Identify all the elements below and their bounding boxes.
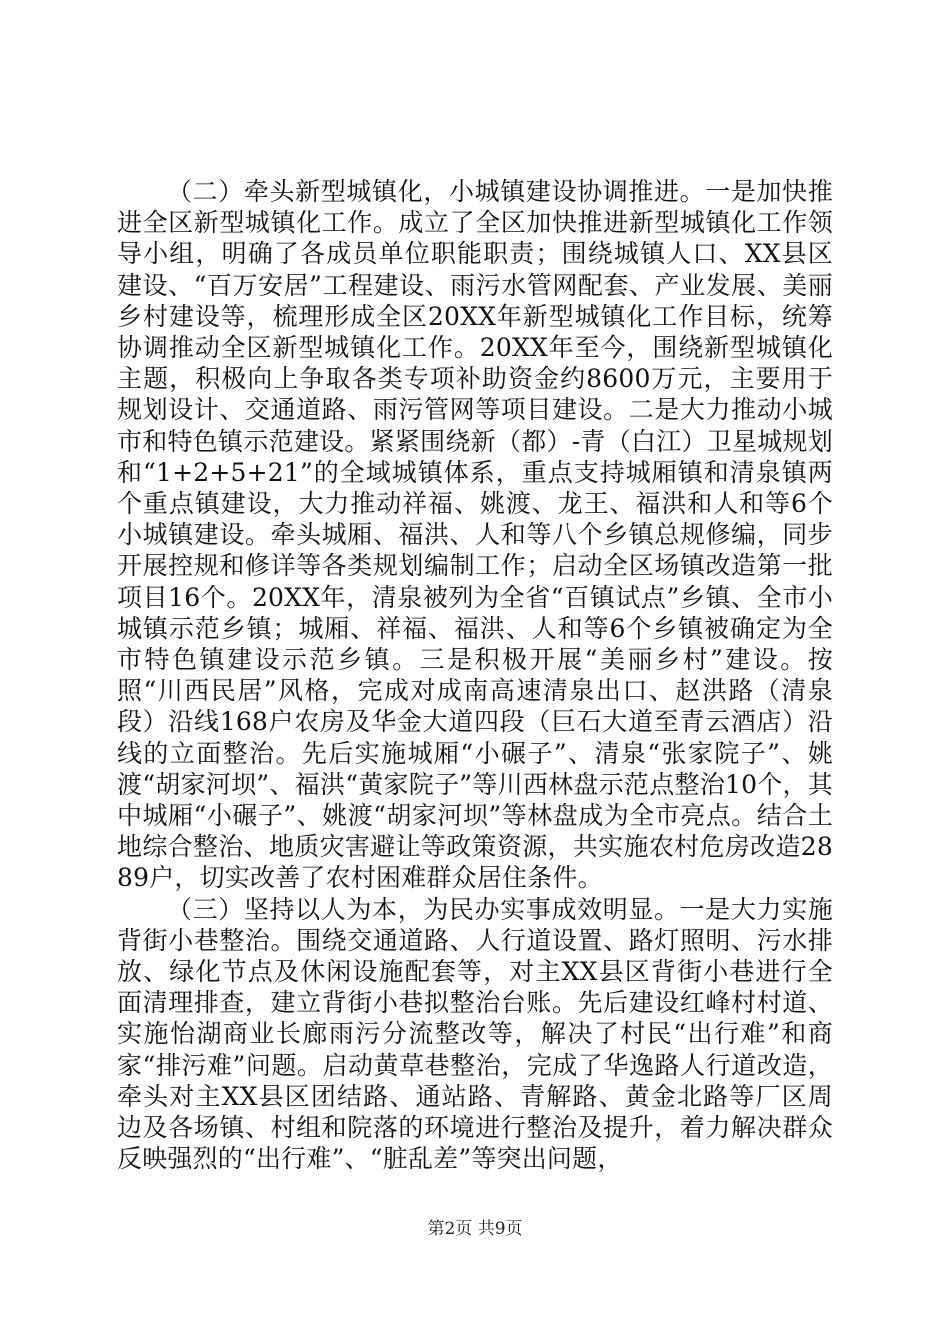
document-body bbox=[117, 176, 833, 1175]
paragraph-urbanization: （二）牵头新型城镇化，小城镇建设协调推进。一是加快推进全区新型城镇化工作。成立了全区加快推进新型城镇化工作领导小组，明确了各成员单位职能职责；围绕城镇人口、XX县区建设、“百万安居”工程建设、雨污水管网配套、产业发展、美丽乡村建设等，梳理形成全区20XX年新型城镇化工作目标，统筹协调推动全区新型城镇化工作。20XX年至今，围绕新型城镇化主题，积极向上争取各类专项补助资金约8600万元，主要用于规划设计、交通道路、雨污管网等项目建设。二是大力推动小城市和特色镇示范建设。紧紧围绕新（都）-青（白江）卫星城规划和“1+2+5+21”的全域城镇体系，重点支持城厢镇和清泉镇两个重点镇建设，大力推动祥福、姚渡、龙王、福洪和人和等6个小城镇建设。牵头城厢、福洪、人和等八个乡镇总规修编，同步开展控规和修详等各类规划编制工作；启动全区场镇改造第一批项目16个。20XX年，清泉被列为全省“百镇试点”乡镇、全市小城镇示范乡镇；城厢、祥福、福洪、人和等6个乡镇被确定为全市特色镇建设示范乡镇。三是积极开展“美丽乡村”建设。按照“川西民居”风格，完成对成南高速清泉出口、赵洪路（清泉段）沿线168户农房及华金大道四段（巨石大道至青云酒店）沿线的立面整治。先后实施城厢“小碾子”、清泉“张家院子”、姚渡“胡家河坝”、福洪“黄家院子”等川西林盘示范点整治10个，其中城厢“小碾子”、姚渡“胡家河坝”等林盘成为全市亮点。结合土地综合整治、地质灾害避让等政策资源，共实施农村危房改造2889户，切实改善了农村困难群众居住条件。 bbox=[117, 177, 833, 893]
page-number-footer: 第2页 共9页 bbox=[427, 1219, 523, 1239]
paragraph-people-oriented: （三）坚持以人为本，为民办实事成效明显。一是大力实施背街小巷整治。围绕交通道路、人行道设置、路灯照明、污水排放、绿化节点及休闲设施配套等，对主XX县区背街小巷进行全面清理排查，建立背街小巷拟整治台账。先后建设红峰村村道、实施怡湖商业长廊雨污分流整改等，解决了村民“出行难”和商家“排污难”问题。启动黄草巷整治，完成了华逸路人行道改造，牵头对主XX县区团结路、通站路、青解路、黄金北路等厂区周边及各场镇、村组和院落的环境进行整治及提升，着力解决群众反映强烈的“出行难”、“脏乱差”等突出问题， bbox=[117, 894, 833, 1174]
